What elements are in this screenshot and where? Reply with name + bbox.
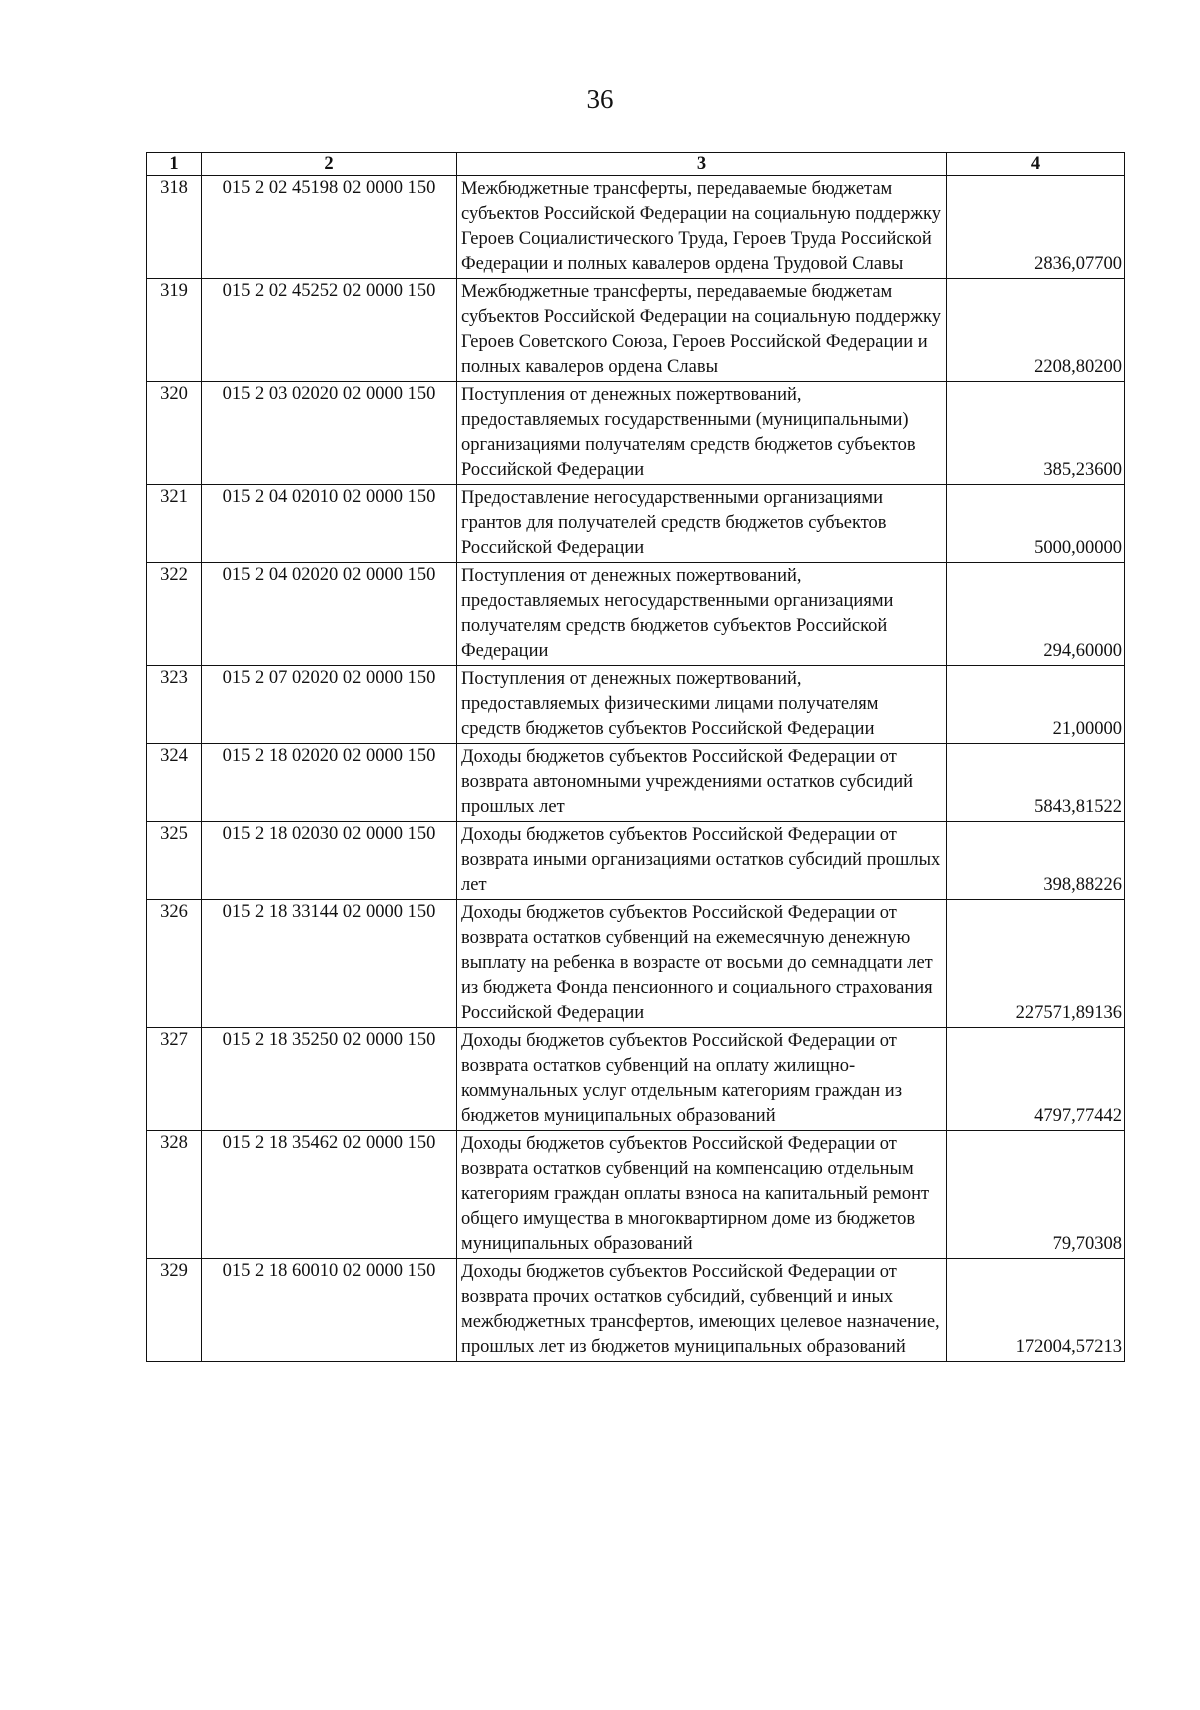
revenue-description: Межбюджетные трансферты, передаваемые бюджетам субъектов Российской Федерации на социальную поддержку Героев Советского Союза, Героев Российской Федерации и полных кавалеров ордена Славы [457, 279, 947, 382]
amount: 2836,07700 [947, 176, 1125, 279]
revenue-description: Поступления от денежных пожертвований, предоставляемых государственными (муниципальными) организациями получателям средств бюджетов субъектов Российской Федерации [457, 382, 947, 485]
amount: 5000,00000 [947, 485, 1125, 563]
row-number: 328 [147, 1131, 202, 1259]
amount: 21,00000 [947, 666, 1125, 744]
header-col-1: 1 [147, 153, 202, 176]
table-header-row [147, 153, 1125, 176]
row-number: 323 [147, 666, 202, 744]
table-row [147, 382, 1125, 485]
budget-code: 015 2 18 60010 02 0000 150 [202, 1259, 457, 1362]
header-col-4: 4 [947, 153, 1125, 176]
table-row [147, 1131, 1125, 1259]
amount: 5843,81522 [947, 744, 1125, 822]
revenue-description: Поступления от денежных пожертвований, предоставляемых физическими лицами получателям средств бюджетов субъектов Российской Федерации [457, 666, 947, 744]
budget-code: 015 2 18 33144 02 0000 150 [202, 900, 457, 1028]
row-number: 329 [147, 1259, 202, 1362]
amount: 2208,80200 [947, 279, 1125, 382]
amount: 227571,89136 [947, 900, 1125, 1028]
page-number: 36 [586, 84, 614, 114]
amount: 385,23600 [947, 382, 1125, 485]
budget-code: 015 2 02 45252 02 0000 150 [202, 279, 457, 382]
budget-code: 015 2 18 02030 02 0000 150 [202, 822, 457, 900]
budget-code: 015 2 18 02020 02 0000 150 [202, 744, 457, 822]
revenue-description: Доходы бюджетов субъектов Российской Федерации от возврата остатков субвенций на компенсацию отдельным категориям граждан оплаты взноса на капитальный ремонт общего имущества в многоквартирном доме из бюджетов муниципальных образований [457, 1131, 947, 1259]
amount: 294,60000 [947, 563, 1125, 666]
row-number: 320 [147, 382, 202, 485]
header-col-3: 3 [457, 153, 947, 176]
budget-code: 015 2 04 02010 02 0000 150 [202, 485, 457, 563]
budget-code: 015 2 07 02020 02 0000 150 [202, 666, 457, 744]
row-number: 327 [147, 1028, 202, 1131]
table-row [147, 1028, 1125, 1131]
amount: 4797,77442 [947, 1028, 1125, 1131]
header-col-2: 2 [202, 153, 457, 176]
row-number: 319 [147, 279, 202, 382]
row-number: 318 [147, 176, 202, 279]
row-number: 325 [147, 822, 202, 900]
table-row [147, 666, 1125, 744]
revenue-table [146, 152, 1125, 1362]
revenue-description: Доходы бюджетов субъектов Российской Федерации от возврата остатков субвенций на оплату жилищно-коммунальных услуг отдельным категориям граждан из бюджетов муниципальных образований [457, 1028, 947, 1131]
table-row [147, 485, 1125, 563]
row-number: 321 [147, 485, 202, 563]
amount: 398,88226 [947, 822, 1125, 900]
revenue-description: Доходы бюджетов субъектов Российской Федерации от возврата прочих остатков субсидий, субвенций и иных межбюджетных трансфертов, имеющих целевое назначение, прошлых лет из бюджетов муниципальных образований [457, 1259, 947, 1362]
row-number: 324 [147, 744, 202, 822]
table-row [147, 900, 1125, 1028]
row-number: 322 [147, 563, 202, 666]
revenue-description: Межбюджетные трансферты, передаваемые бюджетам субъектов Российской Федерации на социальную поддержку Героев Социалистического Труда, Героев Труда Российской Федерации и полных кавалеров ордена Трудовой Славы [457, 176, 947, 279]
revenue-description: Доходы бюджетов субъектов Российской Федерации от возврата иными организациями остатков субсидий прошлых лет [457, 822, 947, 900]
table-row [147, 279, 1125, 382]
row-number: 326 [147, 900, 202, 1028]
budget-code: 015 2 04 02020 02 0000 150 [202, 563, 457, 666]
amount: 172004,57213 [947, 1259, 1125, 1362]
table-row [147, 822, 1125, 900]
table-row [147, 1259, 1125, 1362]
table-row [147, 563, 1125, 666]
revenue-description: Предоставление негосударственными организациями грантов для получателей средств бюджетов субъектов Российской Федерации [457, 485, 947, 563]
budget-code: 015 2 18 35462 02 0000 150 [202, 1131, 457, 1259]
budget-code: 015 2 02 45198 02 0000 150 [202, 176, 457, 279]
revenue-description: Поступления от денежных пожертвований, предоставляемых негосударственными организациями получателям средств бюджетов субъектов Российской Федерации [457, 563, 947, 666]
budget-code: 015 2 18 35250 02 0000 150 [202, 1028, 457, 1131]
budget-code: 015 2 03 02020 02 0000 150 [202, 382, 457, 485]
revenue-description: Доходы бюджетов субъектов Российской Федерации от возврата остатков субвенций на ежемесячную денежную выплату на ребенка в возрасте от восьми до семнадцати лет из бюджета Фонда пенсионного и социального страхования Российской Федерации [457, 900, 947, 1028]
revenue-description: Доходы бюджетов субъектов Российской Федерации от возврата автономными учреждениями остатков субсидий прошлых лет [457, 744, 947, 822]
table-row [147, 744, 1125, 822]
amount: 79,70308 [947, 1131, 1125, 1259]
table-row [147, 176, 1125, 279]
